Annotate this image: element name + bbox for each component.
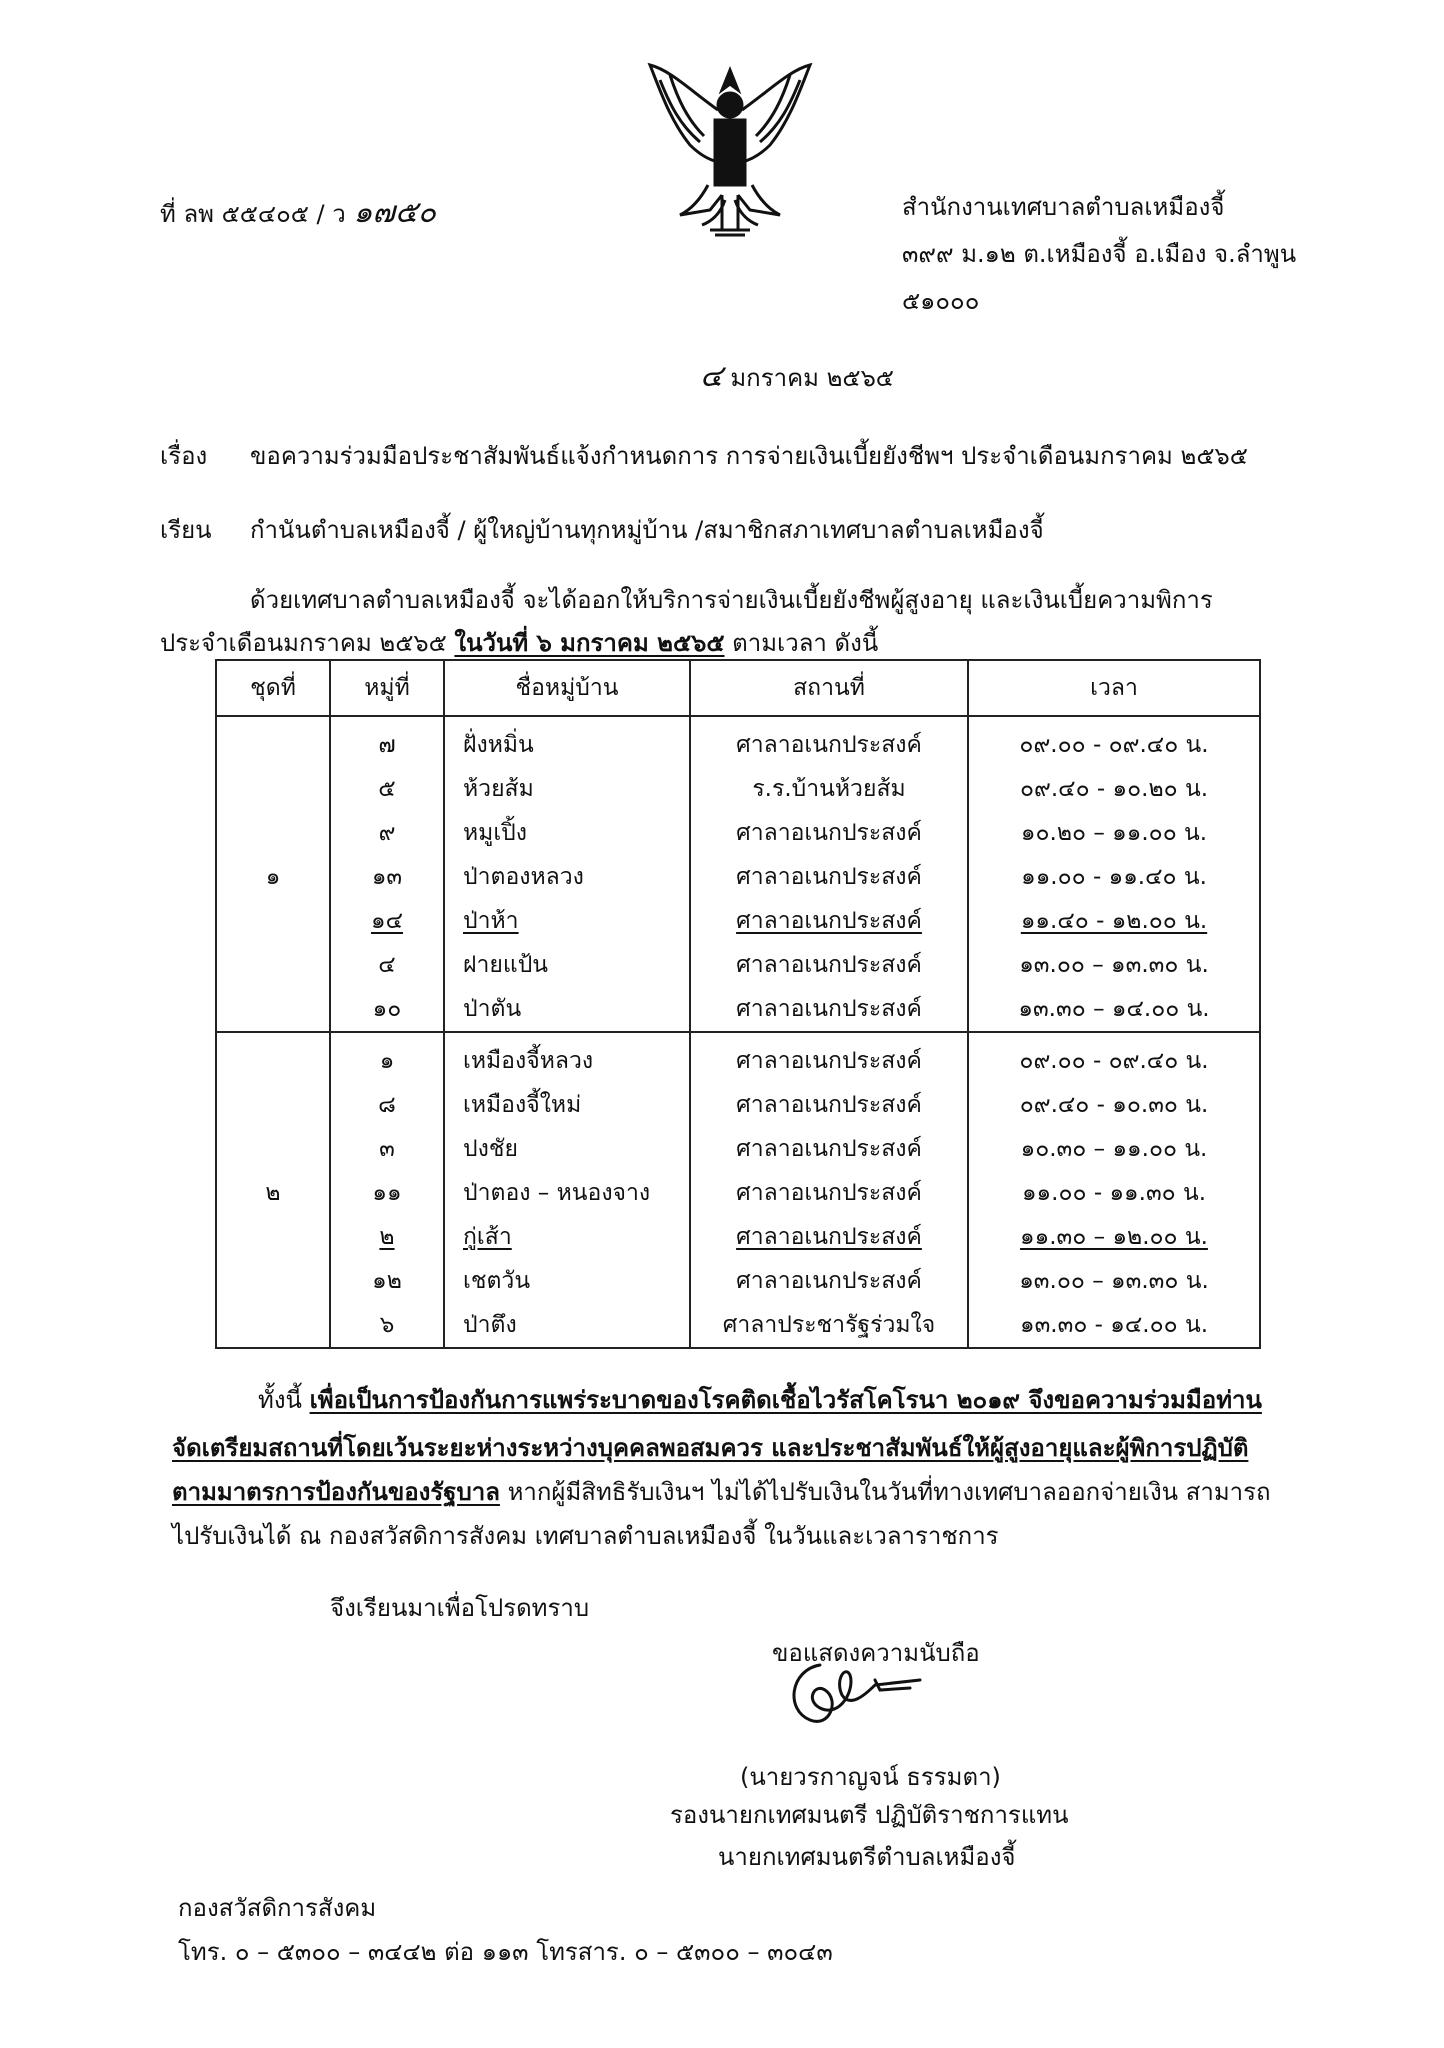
closing-line-3 — [172, 1477, 1271, 1507]
subject-text: ขอความร่วมมือประชาสัมพันธ์แจ้งกำหนดการ การจ่ายเงินเบี้ยยังชีพฯ ประจำเดือนมกราคม ๒๕๖๕ — [250, 442, 1248, 470]
moo-number-cell — [330, 987, 444, 1032]
venue-name: ศาลาอเนกประสงค์ — [736, 908, 922, 934]
time-range: ๑๑.๔๐ - ๑๒.๐๐ น. — [1020, 908, 1208, 934]
time-range-cell — [968, 1171, 1260, 1215]
moo-number: ๑๔ — [370, 908, 403, 934]
moo-number: ๑๑ — [372, 1180, 402, 1206]
venue-name-cell — [690, 899, 968, 943]
venue-name-cell — [690, 1303, 968, 1348]
garuda-emblem-icon — [630, 50, 830, 250]
village-name: กู่เส้า — [463, 1224, 512, 1250]
venue-name: ศาลาอเนกประสงค์ — [736, 1268, 922, 1294]
intro-line-1: ด้วยเทศบาลตำบลเหมืองจี้ จะได้ออกให้บริการจ่ายเงินเบี้ยยังชีพผู้สูงอายุ และเงินเบี้ยความพิการ — [250, 586, 1213, 614]
set-number: ๑ — [216, 716, 330, 1032]
signer-position-2: นายกเทศมนตรีตำบลเหมืองจี้ — [718, 1843, 1016, 1871]
intro-line-2-start: ประจำเดือนมกราคม ๒๕๖๕ — [160, 629, 455, 657]
village-name: ปงชัย — [463, 1136, 518, 1162]
moo-number-cell — [330, 716, 444, 767]
time-range-cell — [968, 1215, 1260, 1259]
moo-number: ๕ — [378, 776, 396, 802]
time-range: ๑๓.๓๐ - ๑๔.๐๐ น. — [1019, 1312, 1209, 1338]
time-range: ๑๑.๐๐ - ๑๑.๔๐ น. — [1021, 864, 1207, 890]
village-name: เหมืองจี้หลวง — [463, 1048, 594, 1074]
venue-name: ศาลาอเนกประสงค์ — [736, 1224, 922, 1250]
village-name-cell — [444, 943, 690, 987]
village-name-cell — [444, 1171, 690, 1215]
time-range: ๑๑.๓๐ – ๑๒.๐๐ น. — [1020, 1224, 1208, 1250]
venue-name: ศาลาประชารัฐร่วมใจ — [722, 1312, 936, 1338]
venue-name-cell — [690, 1259, 968, 1303]
venue-name: ศาลาอเนกประสงค์ — [736, 996, 922, 1022]
time-range-cell — [968, 1127, 1260, 1171]
closing-line-1-start: ทั้งนี้ — [258, 1386, 310, 1414]
venue-name-cell — [690, 987, 968, 1032]
time-range: ๐๙.๐๐ - ๐๙.๔๐ น. — [1019, 1048, 1209, 1074]
recipient-text: กำนันตำบลเหมืองจี้ / ผู้ใหญ่บ้านทุกหมู่บ้าน /สมาชิกสภาเทศบาลตำบลเหมืองจี้ — [250, 516, 1044, 544]
venue-name: ร.ร.บ้านห้วยส้ม — [752, 776, 906, 802]
table-row — [216, 1303, 1260, 1348]
closing-line-4: ไปรับเงินได้ ณ กองสวัสดิการสังคม เทศบาลตำบลเหมืองจี้ ในวันและเวลาราชการ — [172, 1522, 999, 1550]
moo-number-cell — [330, 855, 444, 899]
time-range-cell — [968, 1032, 1260, 1083]
venue-name: ศาลาอเนกประสงค์ — [736, 1136, 922, 1162]
intro-line-2-end: ตามเวลา ดังนี้ — [724, 629, 879, 657]
village-name-cell — [444, 716, 690, 767]
intro-line-2 — [160, 628, 878, 658]
moo-number-cell — [330, 767, 444, 811]
village-name-cell — [444, 1083, 690, 1127]
moo-number: ๑๐ — [372, 996, 402, 1022]
time-range-cell — [968, 1083, 1260, 1127]
header-moo: หมู่ที่ — [330, 660, 444, 716]
venue-name: ศาลาอเนกประสงค์ — [736, 1180, 922, 1206]
time-range: ๑๑.๐๐ - ๑๑.๓๐ น. — [1021, 1180, 1207, 1206]
village-name-cell — [444, 987, 690, 1032]
village-name: ป่าตึง — [463, 1312, 517, 1338]
moo-number: ๗ — [378, 732, 396, 758]
moo-number-cell — [330, 811, 444, 855]
schedule-group — [216, 1032, 1260, 1348]
table-row — [216, 1215, 1260, 1259]
village-name-cell — [444, 1303, 690, 1348]
venue-name-cell — [690, 855, 968, 899]
time-range-cell — [968, 1303, 1260, 1348]
venue-name-cell — [690, 767, 968, 811]
village-name-cell — [444, 767, 690, 811]
village-name: ป่าห้า — [463, 908, 519, 934]
village-name: ฝายแป้น — [463, 952, 549, 978]
venue-name: ศาลาอเนกประสงค์ — [736, 1048, 922, 1074]
venue-name-cell — [690, 716, 968, 767]
subject-label: เรื่อง — [160, 442, 208, 470]
moo-number-cell — [330, 899, 444, 943]
signature-image — [780, 1650, 940, 1740]
village-name: ป่าตอง – หนองจาง — [463, 1180, 651, 1206]
header-time: เวลา — [968, 660, 1260, 716]
village-name: เหมืองจี้ใหม่ — [463, 1092, 582, 1118]
village-name: หมูเปิ้ง — [463, 820, 528, 846]
table-row — [216, 855, 1260, 899]
document-number-prefix: ที่ ลพ ๕๕๔๐๕ / ว — [160, 200, 346, 228]
header-set: ชุดที่ — [216, 660, 330, 716]
moo-number-cell — [330, 943, 444, 987]
time-range-cell — [968, 855, 1260, 899]
time-range-cell — [968, 811, 1260, 855]
venue-name: ศาลาอเนกประสงค์ — [736, 732, 922, 758]
village-name: ฝั่งหมิ่น — [463, 732, 534, 758]
village-name-cell — [444, 899, 690, 943]
village-name-cell — [444, 1032, 690, 1083]
table-row — [216, 1259, 1260, 1303]
time-range: ๐๙.๐๐ - ๐๙.๔๐ น. — [1019, 732, 1209, 758]
time-range: ๑๓.๐๐ – ๑๓.๓๐ น. — [1019, 1268, 1209, 1294]
moo-number-cell — [330, 1215, 444, 1259]
time-range: ๑๓.๓๐ – ๑๔.๐๐ น. — [1018, 996, 1210, 1022]
time-range: ๐๙.๔๐ - ๑๐.๓๐ น. — [1019, 1092, 1209, 1118]
table-row — [216, 1083, 1260, 1127]
time-range-cell — [968, 899, 1260, 943]
moo-number-cell — [330, 1032, 444, 1083]
time-range: ๑๐.๒๐ – ๑๑.๐๐ น. — [1020, 820, 1208, 846]
moo-number: ๑ — [379, 1048, 395, 1074]
closing-line-3-emphasis: ตามมาตรการป้องกันของรัฐบาล — [172, 1478, 500, 1506]
village-name-cell — [444, 1259, 690, 1303]
venue-name: ศาลาอเนกประสงค์ — [736, 820, 922, 846]
payment-schedule-table — [215, 659, 1261, 1349]
request-text: จึงเรียนมาเพื่อโปรดทราบ — [330, 1594, 590, 1622]
village-name: ป่าตองหลวง — [463, 864, 584, 890]
recipient-label: เรียน — [160, 516, 212, 544]
header-place: สถานที่ — [690, 660, 968, 716]
village-name-cell — [444, 811, 690, 855]
village-name-cell — [444, 855, 690, 899]
office-name: สำนักงานเทศบาลตำบลเหมืองจี้ — [902, 193, 1225, 221]
venue-name-cell — [690, 1215, 968, 1259]
header-village: ชื่อหมู่บ้าน — [444, 660, 690, 716]
venue-name: ศาลาอเนกประสงค์ — [736, 952, 922, 978]
village-name-cell — [444, 1127, 690, 1171]
table-header-row — [216, 660, 1260, 716]
time-range-cell — [968, 987, 1260, 1032]
moo-number-cell — [330, 1127, 444, 1171]
closing-line-2: จัดเตรียมสถานที่โดยเว้นระยะห่างระหว่างบุคคลพอสมควร และประชาสัมพันธ์ให้ผู้สูงอายุและผู้พิการปฏิบัติ — [172, 1434, 1249, 1462]
venue-name-cell — [690, 1083, 968, 1127]
time-range: ๑๓.๐๐ – ๑๓.๓๐ น. — [1019, 952, 1209, 978]
moo-number: ๙ — [378, 820, 396, 846]
venue-name-cell — [690, 943, 968, 987]
footer-department: กองสวัสดิการสังคม — [178, 1894, 377, 1922]
venue-name-cell — [690, 1127, 968, 1171]
venue-name-cell — [690, 811, 968, 855]
regards-text: ขอแสดงความนับถือ — [772, 1639, 980, 1667]
table-row — [216, 1032, 1260, 1083]
payment-date: ในวันที่ ๖ มกราคม ๒๕๖๕ — [454, 629, 725, 657]
village-name: เชตวัน — [463, 1268, 531, 1294]
schedule-group — [216, 716, 1260, 1032]
table-row — [216, 1171, 1260, 1215]
table-row — [216, 987, 1260, 1032]
moo-number-cell — [330, 1171, 444, 1215]
signer-name: (นายวรกาญจน์ ธรรมตา) — [740, 1763, 1001, 1791]
closing-line-1 — [258, 1385, 1262, 1415]
moo-number-cell — [330, 1303, 444, 1348]
venue-name-cell — [690, 1171, 968, 1215]
set-number: ๒ — [216, 1032, 330, 1348]
time-range: ๐๙.๔๐ - ๑๐.๒๐ น. — [1019, 776, 1209, 802]
table-row — [216, 716, 1260, 767]
venue-name-cell — [690, 1032, 968, 1083]
moo-number-cell — [330, 1259, 444, 1303]
time-range-cell — [968, 767, 1260, 811]
time-range-cell — [968, 1259, 1260, 1303]
village-name-cell — [444, 1215, 690, 1259]
time-range-cell — [968, 943, 1260, 987]
moo-number: ๑๓ — [371, 864, 403, 890]
table-row — [216, 943, 1260, 987]
table-row — [216, 1127, 1260, 1171]
moo-number-cell — [330, 1083, 444, 1127]
moo-number: ๖ — [379, 1312, 395, 1338]
moo-number: ๓ — [379, 1136, 395, 1162]
table-row — [216, 899, 1260, 943]
venue-name: ศาลาอเนกประสงค์ — [736, 864, 922, 890]
closing-line-3-end: หากผู้มีสิทธิรับเงินฯ ไม่ได้ไปรับเงินในวันที่ทางเทศบาลออกจ่ายเงิน สามารถ — [499, 1478, 1271, 1506]
table-row — [216, 811, 1260, 855]
footer-contact: โทร. ๐ – ๕๓๐๐ – ๓๔๔๒ ต่อ ๑๑๓ โทรสาร. ๐ – ๕๓๐๐ – ๓๐๔๓ — [178, 1938, 833, 1966]
office-address: ๓๙๙ ม.๑๒ ต.เหมืองจี้ อ.เมือง จ.ลำพูน — [902, 240, 1297, 268]
table-row — [216, 767, 1260, 811]
closing-line-1-emphasis: เพื่อเป็นการป้องกันการแพร่ระบาดของโรคติดเชื้อไวรัสโคโรนา ๒๐๑๙ จึงขอความร่วมมือท่าน — [309, 1386, 1262, 1414]
time-range-cell — [968, 716, 1260, 767]
village-name: ป่าตัน — [463, 996, 522, 1022]
time-range: ๑๐.๓๐ – ๑๑.๐๐ น. — [1020, 1136, 1208, 1162]
office-postcode: ๕๑๐๐๐ — [902, 287, 980, 315]
moo-number: ๑๒ — [372, 1268, 402, 1294]
village-name: ห้วยส้ม — [463, 776, 534, 802]
signer-position-1: รองนายกเทศมนตรี ปฏิบัติราชการแทน — [670, 1801, 1069, 1829]
date-day-handwritten: ๔ — [700, 359, 723, 394]
moo-number: ๒ — [379, 1224, 395, 1250]
document-date — [700, 359, 894, 394]
venue-name: ศาลาอเนกประสงค์ — [736, 1092, 922, 1118]
moo-number: ๔ — [378, 952, 396, 978]
date-month-year: มกราคม ๒๕๖๕ — [730, 364, 894, 392]
moo-number: ๘ — [378, 1092, 396, 1118]
document-number-handwritten: ๑๗๕๐ — [353, 195, 436, 230]
document-number — [160, 195, 436, 230]
